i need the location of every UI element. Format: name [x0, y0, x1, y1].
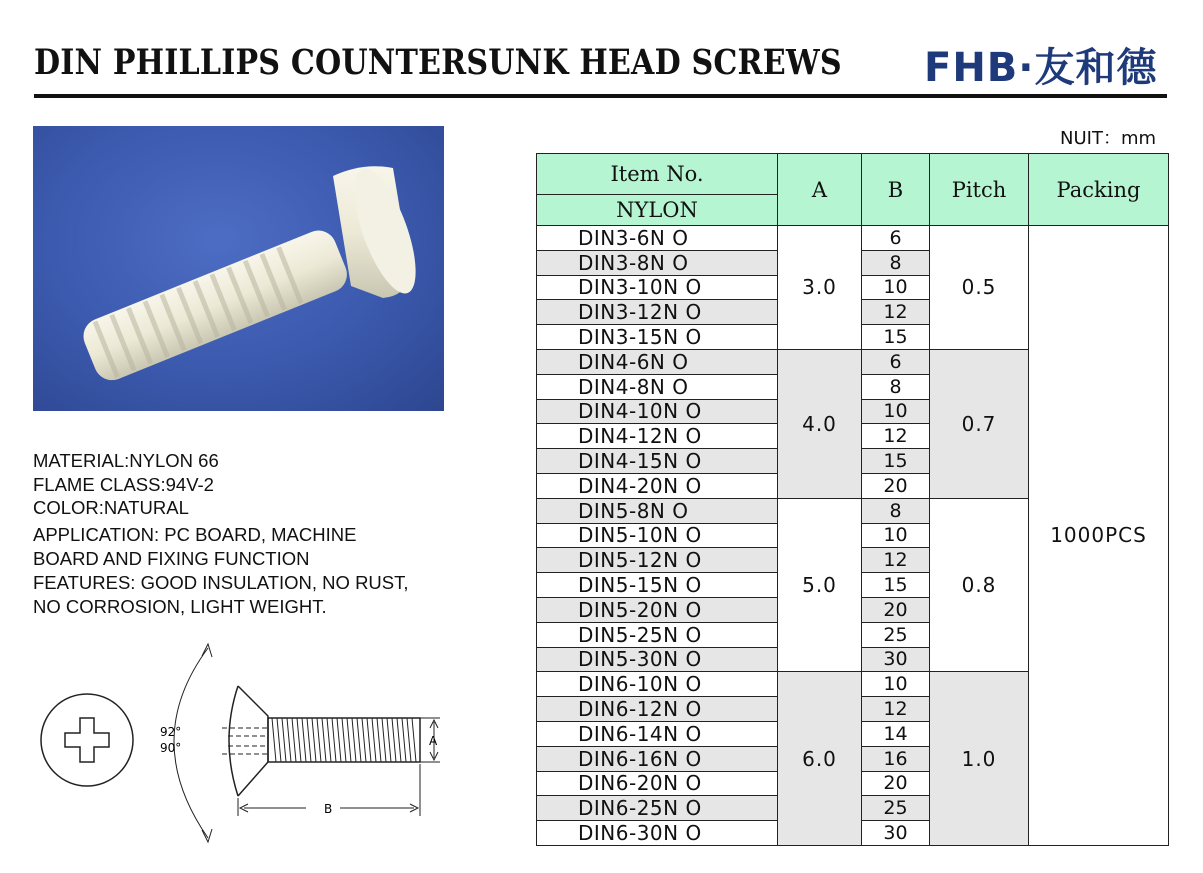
- length-b-cell: 15: [862, 449, 930, 474]
- length-b-cell: 20: [862, 771, 930, 796]
- length-b-cell: 10: [862, 523, 930, 548]
- nylon-screw-image: [33, 126, 444, 411]
- material-text: MATERIAL:NYLON 66: [33, 450, 219, 471]
- screw-technical-drawing: [30, 630, 450, 850]
- product-photo: [33, 126, 444, 411]
- material-specs: [33, 449, 219, 520]
- item-no-cell: DIN5-15N O: [537, 573, 778, 598]
- application-description: [33, 523, 409, 619]
- length-b-cell: 8: [862, 498, 930, 523]
- item-no-cell: DIN6-25N O: [537, 796, 778, 821]
- pitch-cell: 0.8: [930, 498, 1029, 672]
- header-b: B: [862, 154, 930, 226]
- item-no-cell: DIN4-12N O: [537, 424, 778, 449]
- length-b-cell: 10: [862, 672, 930, 697]
- item-no-cell: DIN6-16N O: [537, 746, 778, 771]
- table-body: [537, 226, 1169, 846]
- header-a: A: [778, 154, 862, 226]
- angle-90-label: 90°: [160, 741, 182, 755]
- item-no-cell: DIN4-15N O: [537, 449, 778, 474]
- item-no-cell: DIN6-10N O: [537, 672, 778, 697]
- item-no-cell: DIN4-20N O: [537, 473, 778, 498]
- dimension-b-label: B: [324, 802, 333, 816]
- item-no-cell: DIN6-20N O: [537, 771, 778, 796]
- item-no-cell: DIN5-10N O: [537, 523, 778, 548]
- length-b-cell: 30: [862, 647, 930, 672]
- specification-table: [536, 153, 1169, 846]
- length-b-cell: 14: [862, 721, 930, 746]
- length-b-cell: 20: [862, 597, 930, 622]
- item-no-cell: DIN5-30N O: [537, 647, 778, 672]
- length-b-cell: 25: [862, 622, 930, 647]
- item-no-cell: DIN3-15N O: [537, 325, 778, 350]
- length-b-cell: 10: [862, 275, 930, 300]
- length-b-cell: 30: [862, 821, 930, 846]
- angle-92-label: 92°: [160, 725, 182, 739]
- item-no-cell: DIN3-10N O: [537, 275, 778, 300]
- application-line-1: APPLICATION: PC BOARD, MACHINE: [33, 524, 357, 545]
- item-no-cell: DIN5-12N O: [537, 548, 778, 573]
- diameter-a-cell: 3.0: [778, 226, 862, 350]
- header-packing: Packing: [1029, 154, 1169, 226]
- length-b-cell: 16: [862, 746, 930, 771]
- item-no-cell: DIN4-8N O: [537, 374, 778, 399]
- length-b-cell: 6: [862, 349, 930, 374]
- item-no-cell: DIN6-14N O: [537, 721, 778, 746]
- length-b-cell: 8: [862, 250, 930, 275]
- table-row: [537, 226, 1169, 251]
- flame-class-text: FLAME CLASS:94V-2: [33, 473, 214, 495]
- length-b-cell: 15: [862, 325, 930, 350]
- diameter-a-cell: 6.0: [778, 672, 862, 846]
- length-b-cell: 12: [862, 697, 930, 722]
- diameter-a-cell: 5.0: [778, 498, 862, 672]
- pitch-cell: 0.5: [930, 226, 1029, 350]
- length-b-cell: 10: [862, 399, 930, 424]
- pitch-cell: 0.7: [930, 349, 1029, 498]
- length-b-cell: 25: [862, 796, 930, 821]
- length-b-cell: 20: [862, 473, 930, 498]
- length-b-cell: 12: [862, 300, 930, 325]
- header-item-no: Item No.: [537, 154, 778, 195]
- item-no-cell: DIN5-20N O: [537, 597, 778, 622]
- item-no-cell: DIN4-10N O: [537, 399, 778, 424]
- length-b-cell: 12: [862, 548, 930, 573]
- features-line-2: NO CORROSION, LIGHT WEIGHT.: [33, 596, 327, 617]
- unit-label: NUIT：mm: [1060, 128, 1157, 149]
- item-no-cell: DIN3-6N O: [537, 226, 778, 251]
- length-b-cell: 8: [862, 374, 930, 399]
- item-no-cell: DIN5-25N O: [537, 622, 778, 647]
- title-divider: [34, 94, 1167, 98]
- pitch-cell: 1.0: [930, 672, 1029, 846]
- diameter-a-cell: 4.0: [778, 349, 862, 498]
- length-b-cell: 15: [862, 573, 930, 598]
- length-b-cell: 6: [862, 226, 930, 251]
- phillips-head-top-view: [41, 694, 133, 786]
- item-no-cell: DIN3-8N O: [537, 250, 778, 275]
- item-no-cell: DIN6-30N O: [537, 821, 778, 846]
- dimension-a-label: A: [429, 734, 438, 748]
- features-line-1: FEATURES: GOOD INSULATION, NO RUST,: [33, 572, 409, 593]
- application-line-2: BOARD AND FIXING FUNCTION: [33, 548, 310, 569]
- item-no-cell: DIN6-12N O: [537, 697, 778, 722]
- item-no-cell: DIN4-6N O: [537, 349, 778, 374]
- item-no-cell: DIN5-8N O: [537, 498, 778, 523]
- page-title: DIN PHILLIPS COUNTERSUNK HEAD SCREWS: [34, 42, 842, 83]
- length-b-cell: 12: [862, 424, 930, 449]
- header-nylon: NYLON: [537, 195, 778, 226]
- brand-logo: FHB·友和德: [924, 45, 1158, 91]
- item-no-cell: DIN3-12N O: [537, 300, 778, 325]
- packing-cell: 1000PCS: [1029, 226, 1169, 846]
- color-text: COLOR:NATURAL: [33, 497, 189, 518]
- header-pitch: Pitch: [930, 154, 1029, 226]
